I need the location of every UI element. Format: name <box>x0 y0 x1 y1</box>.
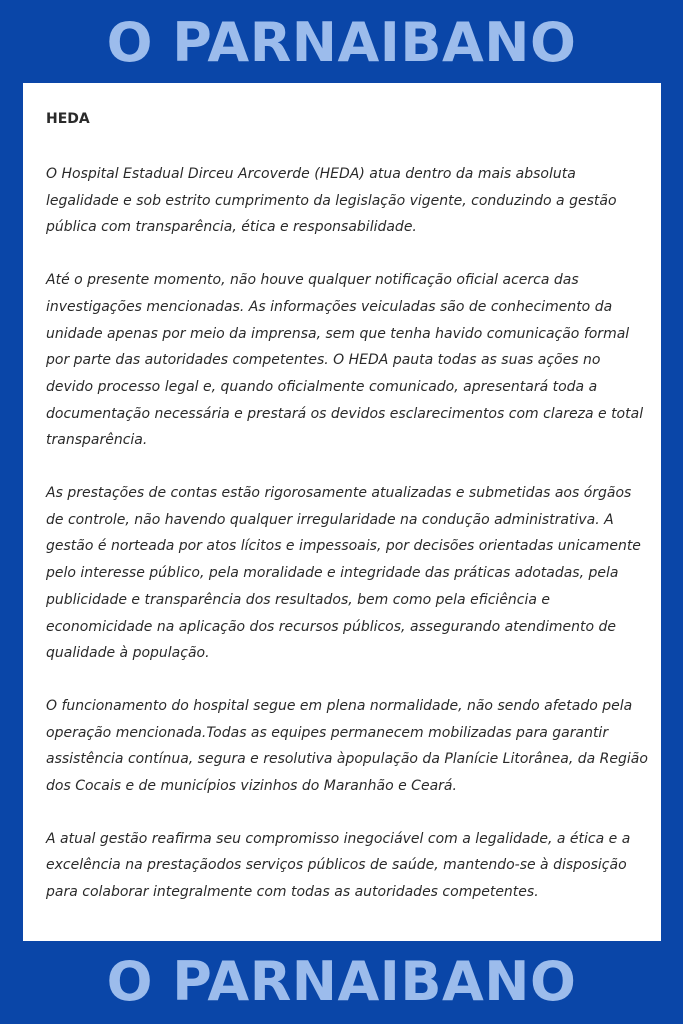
statement-paragraph: O Hospital Estadual Dirceu Arcoverde (HEDA) atua dentro da mais absoluta legalidade e sob estrito cumprimento da legislação vigente, conduzindo a gestão pública com transparência, ética e responsabilidade. <box>46 166 617 236</box>
statement-paragraph: As prestações de contas estão rigorosamente atualizadas e submetidas aos órgãos de controle, não havendo qualquer irregularidade na condução administrativa. A gestão é norteada por atos lícitos e impessoais, por decisões orientadas unicamente pelo interesse público, pela moralidade e integridade das práticas adotadas, pela publicidade e transparência dos resultados, bem como pela eficiência e economicidade na aplicação dos recursos públicos, assegurando atendimento de qualidade à população. <box>46 485 641 662</box>
brand-footer: O PARNAIBANO <box>106 950 577 1013</box>
statement-heading: HEDA <box>46 111 90 127</box>
statement-paragraph: Até o presente momento, não houve qualquer notificação oficial acerca das investigações mencionadas. As informações veiculadas são de conhecimento da unidade apenas por meio da imprensa, sem que tenha havido comunicação formal por parte das autoridades competentes. O HEDA pauta todas as suas ações no devido processo legal e, quando oficialmente comunicado, apresentará toda a documentação necessária e prestará os devidos esclarecimentos com clareza e total transparência. <box>46 272 644 449</box>
statement-card <box>23 83 661 941</box>
statement-paragraph: O funcionamento do hospital segue em plena normalidade, não sendo afetado pela operação mencionada.Todas as equipes permanecem mobilizadas para garantir assistência contínua, segura e resolutiva àpopulação da Planície Litorânea, da Região dos Cocais e de municípios vizinhos do Maranhão e Ceará. <box>46 697 648 795</box>
brand-header: O PARNAIBANO <box>106 11 577 74</box>
statement-paragraph: A atual gestão reafirma seu compromisso inegociável com a legalidade, a ética e a excelência na prestaçãodos serviços públicos de saúde, mantendo-se à disposição para colaborar integralmente com todas as autoridades competentes. <box>46 830 631 901</box>
